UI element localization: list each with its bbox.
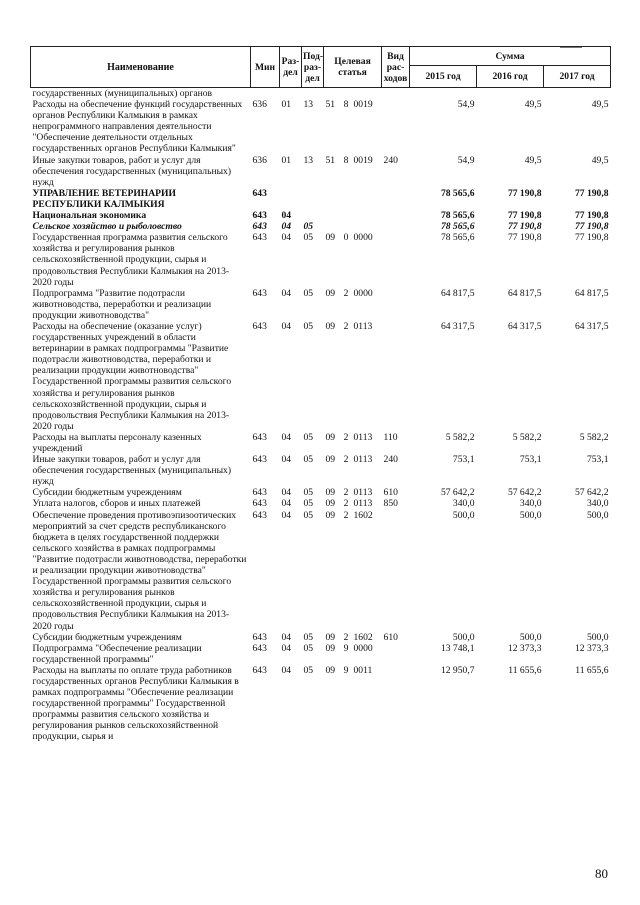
row-name: Сельское хозяйство и рыболовство <box>32 221 182 233</box>
table-row <box>31 510 611 632</box>
row-min: 643 <box>252 454 267 466</box>
page-number: 80 <box>595 866 608 881</box>
table-row <box>31 665 611 743</box>
table-row <box>31 155 611 188</box>
row-razdel: 04 <box>281 232 292 244</box>
row-min: 643 <box>252 431 267 443</box>
row-podrazdel: 05 <box>303 454 314 466</box>
row-name: государственных (муниципальных) органов <box>32 88 213 99</box>
row-target-1: 09 <box>325 498 336 510</box>
row-target-2 <box>341 88 352 100</box>
table-row <box>31 487 611 498</box>
table-row <box>31 188 611 210</box>
row-sum-2017: 77 190,8 <box>574 232 609 244</box>
row-target-2: 0 <box>343 232 349 244</box>
row-sum-2016: 500,0 <box>519 631 542 643</box>
row-razdel: 04 <box>281 631 292 643</box>
row-target-2: 8 <box>343 154 349 166</box>
row-sum-2017: 500,0 <box>586 631 609 643</box>
row-podrazdel: 05 <box>303 509 314 521</box>
row-sum-2016: 77 190,8 <box>507 210 542 222</box>
row-sum-2016: 77 190,8 <box>507 187 542 199</box>
row-podrazdel <box>302 188 324 210</box>
row-vid <box>382 665 410 743</box>
table-row <box>31 321 611 432</box>
table-row <box>31 210 611 221</box>
row-razdel: 04 <box>281 320 292 332</box>
row-name: Субсидии бюджетным учреждениям <box>32 487 182 499</box>
row-vid: 240 <box>383 154 398 166</box>
row-sum-2016 <box>477 88 544 100</box>
table-row <box>31 288 611 321</box>
header-razdel: Раз- дел <box>280 47 302 88</box>
row-name: Расходы на обеспечение (оказание услуг) государственных учреждений в области ветеринарии в рамках подпрограммы "Развитие подотрасли животноводства, переработки и реализации продукции животноводства" Государственной программы развития сельского хозяйства и регулирования рынков сельскохозяйственной продукции, сырья и продовольствия Республики Калмыкия на 2013-2020 годы <box>32 320 232 432</box>
row-target-1: 09 <box>325 287 336 299</box>
row-sum-2017: 340,0 <box>586 498 609 510</box>
row-target-3: 0113 <box>353 454 373 466</box>
row-razdel <box>280 188 302 210</box>
row-sum-2016: 64 317,5 <box>507 320 542 332</box>
row-sum-2015: 64 317,5 <box>440 320 475 332</box>
row-target-3: 0000 <box>353 232 373 244</box>
row-target-3: 0000 <box>353 642 373 654</box>
row-podrazdel: 13 <box>303 99 314 111</box>
row-sum-2016: 753,1 <box>519 454 542 466</box>
row-name: Национальная экономика <box>32 210 147 222</box>
row-razdel: 04 <box>281 287 292 299</box>
row-sum-2017: 11 655,6 <box>575 664 609 676</box>
row-min: 643 <box>252 287 267 299</box>
row-sum-2017: 49,5 <box>591 154 609 166</box>
row-target-2 <box>341 188 352 210</box>
row-razdel: 04 <box>281 221 292 233</box>
row-target-1: 51 <box>325 99 336 111</box>
row-vid <box>382 288 410 321</box>
row-sum-2017: 500,0 <box>586 509 609 521</box>
row-razdel: 04 <box>281 454 292 466</box>
row-podrazdel <box>302 88 324 100</box>
row-target-2: 9 <box>343 664 349 676</box>
table-body <box>31 88 611 743</box>
row-sum-2015: 57 642,2 <box>440 487 475 499</box>
row-vid: 610 <box>383 631 398 643</box>
row-name: Уплата налогов, сборов и иных платежей <box>32 498 201 510</box>
row-vid: 240 <box>383 454 398 466</box>
row-name: Иные закупки товаров, работ и услуг для обеспечения государственных (муниципальных) нужд <box>32 154 232 188</box>
row-sum-2015: 340,0 <box>452 498 475 510</box>
row-sum-2016: 49,5 <box>524 154 542 166</box>
header-vid: Вид рас- ходов <box>382 47 410 88</box>
row-sum-2015: 78 565,6 <box>440 221 475 233</box>
row-sum-2016: 77 190,8 <box>507 221 542 233</box>
row-sum-2017: 77 190,8 <box>574 187 609 199</box>
row-target-1 <box>324 188 341 210</box>
row-sum-2015: 64 817,5 <box>440 287 475 299</box>
row-sum-2015: 500,0 <box>452 509 475 521</box>
row-vid <box>382 510 410 632</box>
row-sum-2016: 11 655,6 <box>508 664 542 676</box>
row-min: 643 <box>252 498 267 510</box>
header-year-2017: 2017 год <box>544 66 611 88</box>
header-min: Мин <box>251 47 280 88</box>
row-sum-2016: 77 190,8 <box>507 232 542 244</box>
row-target-3: 0011 <box>353 664 373 676</box>
row-sum-2017: 77 190,8 <box>574 221 609 233</box>
row-sum-2017: 77 190,8 <box>574 210 609 222</box>
row-podrazdel: 05 <box>303 221 314 233</box>
row-target-1: 09 <box>325 509 336 521</box>
row-target-3 <box>352 210 382 221</box>
table-row <box>31 432 611 454</box>
row-name: Расходы на выплаты по оплате труда работников государственных органов Республики Калмыкия в рамках подпрограммы "Обеспечение реализации государственной программы" Государственной программы развития сельского хозяйства и регулирования рынков сельскохозяйственной продукции, сырья и <box>32 664 239 743</box>
row-target-3 <box>352 188 382 210</box>
row-target-3: 0113 <box>353 487 373 499</box>
row-podrazdel: 05 <box>303 642 314 654</box>
row-target-3: 0113 <box>353 320 373 332</box>
table-row <box>31 454 611 487</box>
row-target-3: 0000 <box>353 287 373 299</box>
row-podrazdel: 05 <box>303 232 314 244</box>
row-target-1: 09 <box>325 642 336 654</box>
row-podrazdel: 05 <box>303 431 314 443</box>
row-min: 643 <box>252 509 267 521</box>
row-vid: 610 <box>383 487 398 499</box>
row-min: 643 <box>252 631 267 643</box>
row-sum-2017: 49,5 <box>591 99 609 111</box>
row-target-1: 09 <box>325 454 336 466</box>
row-vid <box>382 221 410 232</box>
row-sum-2015: 13 748,1 <box>440 642 475 654</box>
row-name: Расходы на выплаты персоналу казенных учреждений <box>32 431 202 454</box>
table-row <box>31 99 611 154</box>
row-razdel: 04 <box>281 664 292 676</box>
row-podrazdel: 05 <box>303 287 314 299</box>
row-target-2: 2 <box>343 498 349 510</box>
row-sum-2017: 5 582,2 <box>579 431 609 443</box>
row-sum-2016: 340,0 <box>519 498 542 510</box>
row-sum-2016: 5 582,2 <box>512 431 542 443</box>
table-row <box>31 498 611 509</box>
row-target-1: 09 <box>325 232 336 244</box>
budget-table <box>30 46 611 743</box>
row-min: 643 <box>252 187 267 199</box>
row-sum-2017: 57 642,2 <box>574 487 609 499</box>
row-min: 643 <box>252 487 267 499</box>
row-sum-2017: 64 317,5 <box>574 320 609 332</box>
row-min: 643 <box>252 320 267 332</box>
row-razdel: 01 <box>281 99 292 111</box>
row-target-1: 09 <box>325 431 336 443</box>
row-podrazdel: 05 <box>303 320 314 332</box>
row-vid <box>382 321 410 432</box>
table-row <box>31 88 611 100</box>
row-podrazdel: 13 <box>303 154 314 166</box>
budget-page <box>30 46 610 743</box>
row-razdel: 04 <box>281 509 292 521</box>
table-row <box>31 643 611 665</box>
row-sum-2015: 54,9 <box>457 154 475 166</box>
row-target-1: 09 <box>325 487 336 499</box>
row-podrazdel <box>302 210 324 221</box>
header-name: Наименование <box>31 47 251 88</box>
row-min: 636 <box>252 99 267 111</box>
row-sum-2015: 753,1 <box>452 454 475 466</box>
row-sum-2016: 49,5 <box>524 99 542 111</box>
row-name: Расходы на обеспечение функций государственных органов Республики Калмыкия в рамках непрограммного направления деятельности "Обеспечение деятельности отдельных государственных органов Республики Калмыкия" <box>32 99 243 155</box>
row-target-1: 09 <box>325 320 336 332</box>
row-sum-2017: 64 817,5 <box>574 287 609 299</box>
row-sum-2016: 500,0 <box>519 509 542 521</box>
row-vid <box>382 643 410 665</box>
row-name: УПРАВЛЕНИЕ ВЕТЕРИНАРИИ РЕСПУБЛИКИ КАЛМЫКИЯ <box>32 187 176 210</box>
row-name: Субсидии бюджетным учреждениям <box>32 631 182 643</box>
row-target-2: 2 <box>343 320 349 332</box>
header-podrazdel: Под- раз- дел <box>302 47 324 88</box>
row-target-2: 9 <box>343 642 349 654</box>
row-razdel: 04 <box>281 498 292 510</box>
row-vid <box>382 99 410 154</box>
row-min <box>251 88 280 100</box>
row-name: Подпрограмма "Обеспечение реализации государственной программы" <box>32 642 202 665</box>
row-target-1 <box>324 221 341 232</box>
header-year-2015: 2015 год <box>410 66 477 88</box>
row-vid: 110 <box>383 431 398 443</box>
row-target-1: 09 <box>325 631 336 643</box>
row-vid <box>382 232 410 287</box>
table-row <box>31 632 611 643</box>
row-podrazdel: 05 <box>303 631 314 643</box>
row-target-3 <box>352 221 382 232</box>
row-sum-2016: 57 642,2 <box>507 487 542 499</box>
row-sum-2015: 78 565,6 <box>440 187 475 199</box>
header-sum: Сумма <box>410 47 611 66</box>
row-sum-2015: 54,9 <box>457 99 475 111</box>
row-target-3: 1602 <box>353 631 373 643</box>
row-target-2: 8 <box>343 99 349 111</box>
row-target-3: 0019 <box>353 154 373 166</box>
row-target-2: 2 <box>343 287 349 299</box>
row-vid <box>382 188 410 210</box>
row-target-2: 2 <box>343 431 349 443</box>
row-target-3: 0113 <box>353 431 373 443</box>
table-row <box>31 232 611 287</box>
row-min: 643 <box>252 232 267 244</box>
row-vid: 850 <box>383 498 398 510</box>
table-header <box>31 47 611 88</box>
row-sum-2015: 78 565,6 <box>440 232 475 244</box>
row-min: 643 <box>252 221 267 233</box>
row-sum-2017: 12 373,3 <box>574 642 609 654</box>
row-target-3: 0113 <box>353 498 373 510</box>
row-razdel: 04 <box>281 431 292 443</box>
row-min: 636 <box>252 154 267 166</box>
row-sum-2015: 500,0 <box>452 631 475 643</box>
row-sum-2015: 12 950,7 <box>440 664 475 676</box>
row-podrazdel: 05 <box>303 487 314 499</box>
row-target-2 <box>341 221 352 232</box>
row-min: 643 <box>252 210 267 222</box>
header-year-2016: 2016 год <box>477 66 544 88</box>
row-target-3: 0019 <box>353 99 373 111</box>
row-target-2: 2 <box>343 454 349 466</box>
row-sum-2016: 12 373,3 <box>507 642 542 654</box>
row-vid <box>382 210 410 221</box>
row-razdel: 04 <box>281 642 292 654</box>
row-name: Государственная программа развития сельского хозяйства и регулирования рынков сельскохозяйственной продукции, сырья и продовольствия Республики Калмыкия на 2013-2020 годы <box>32 232 230 288</box>
row-name: Обеспечение проведения противоэпизоотических мероприятий за счет средств республиканского бюджета в целях государственной поддержки сельского хозяйства в рамках подпрограммы "Развитие подотрасли животноводства, переработки и реализации продукции животноводства" Государственной программы развития сельского хозяйства и регулирования рынков сельскохозяйственной продукции, сырья и продовольствия Республики Калмыкия на 2013-2020 годы <box>32 509 247 632</box>
table-row <box>31 221 611 232</box>
row-sum-2015 <box>410 88 477 100</box>
row-sum-2017 <box>544 88 611 100</box>
row-target-2: 2 <box>343 487 349 499</box>
row-target-1: 09 <box>325 664 336 676</box>
row-podrazdel: 05 <box>303 664 314 676</box>
row-razdel <box>280 88 302 100</box>
row-sum-2015: 78 565,6 <box>440 210 475 222</box>
row-sum-2015: 5 582,2 <box>445 431 475 443</box>
row-sum-2017: 753,1 <box>586 454 609 466</box>
row-target-2: 2 <box>343 631 349 643</box>
row-vid <box>382 88 410 100</box>
row-target-3: 1602 <box>353 509 373 521</box>
row-sum-2016: 64 817,5 <box>507 287 542 299</box>
row-razdel: 01 <box>281 154 292 166</box>
row-target-2: 2 <box>343 509 349 521</box>
row-target-1: 51 <box>325 154 336 166</box>
header-target: Целевая статья <box>324 47 382 88</box>
row-min: 643 <box>252 664 267 676</box>
row-target-1 <box>324 88 341 100</box>
row-razdel: 04 <box>281 487 292 499</box>
row-razdel: 04 <box>281 210 292 222</box>
row-target-1 <box>324 210 341 221</box>
row-target-3 <box>352 88 382 100</box>
row-podrazdel: 05 <box>303 498 314 510</box>
row-name: Подпрограмма "Развитие подотрасли животноводства, переработки и реализации продукции животноводства" <box>32 287 212 321</box>
row-target-2 <box>341 210 352 221</box>
row-name: Иные закупки товаров, работ и услуг для обеспечения государственных (муниципальных) нужд <box>32 454 232 488</box>
row-min: 643 <box>252 642 267 654</box>
